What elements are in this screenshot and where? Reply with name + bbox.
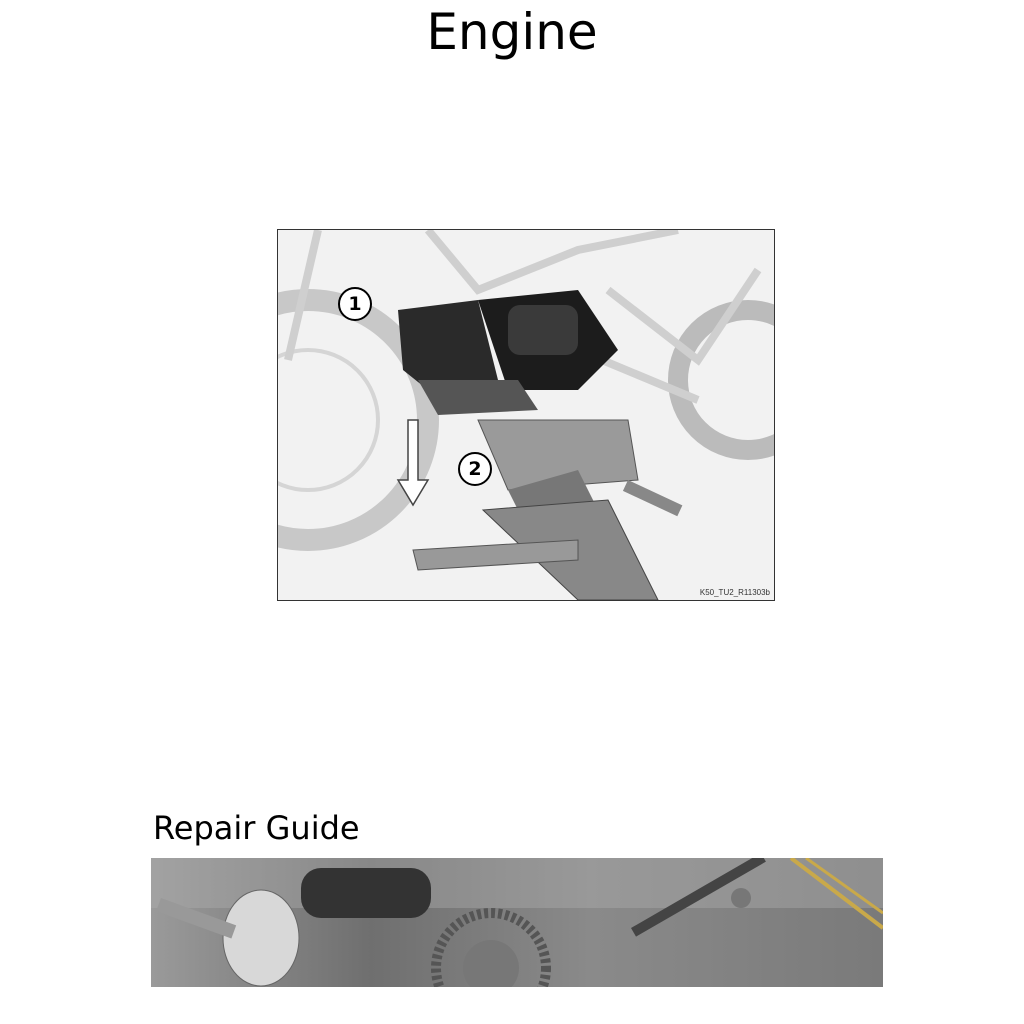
engine-removal-figure — [277, 229, 775, 601]
page-title: Engine — [426, 3, 598, 61]
repair-guide-banner — [151, 858, 883, 987]
callout-1: 1 — [338, 287, 372, 321]
figure-code: K50_TU2_R11303b — [699, 588, 770, 597]
motorcycle-engine-illustration — [278, 230, 774, 600]
section-title: Repair Guide — [153, 809, 360, 847]
callout-2: 2 — [458, 452, 492, 486]
engine-parts-image — [151, 858, 883, 987]
